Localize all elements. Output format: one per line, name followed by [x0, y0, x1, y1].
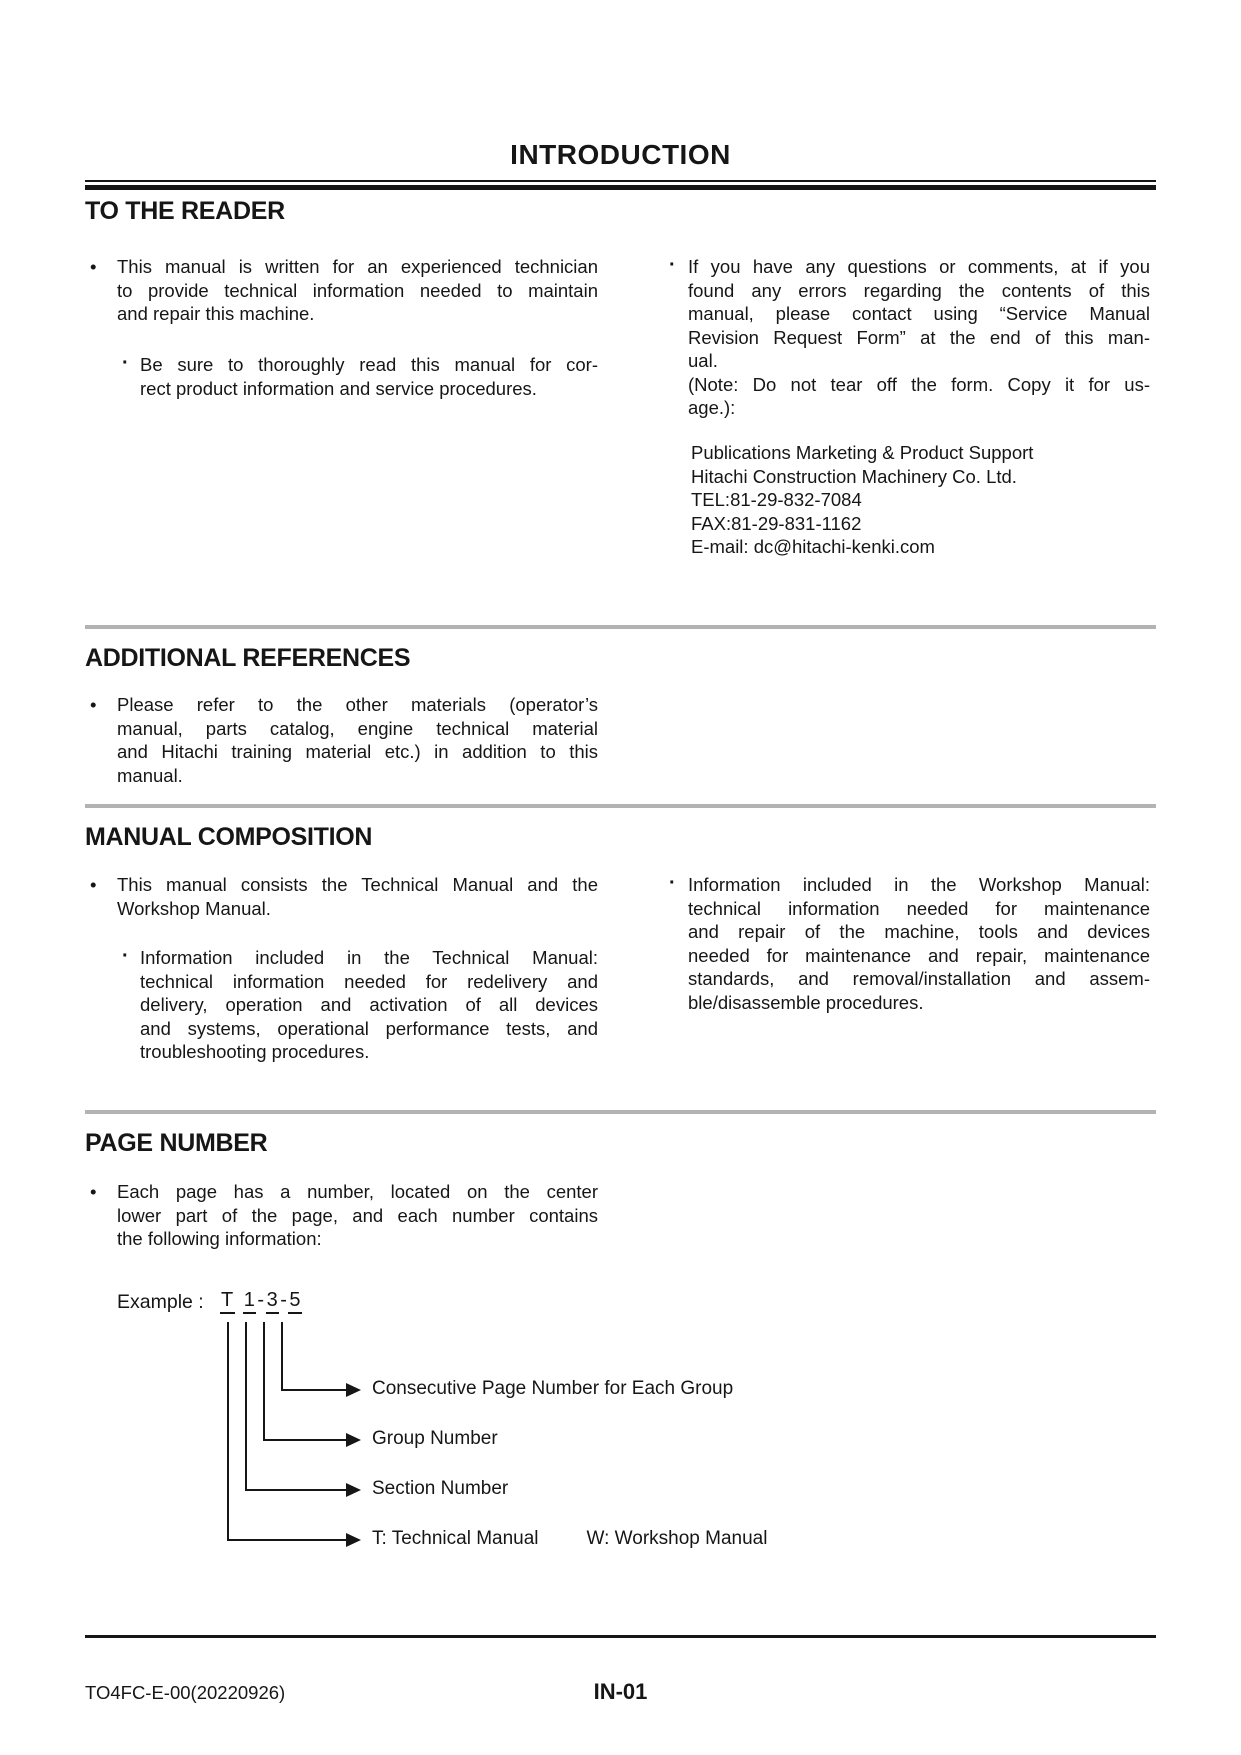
text-line: This manual consists the Technical Manual and the: [117, 874, 598, 895]
text-line: manual, please contact using “Service Manual: [688, 303, 1150, 324]
diagram-label-consecutive-page: Consecutive Page Number for Each Group: [372, 1378, 734, 1399]
to-the-reader-left-paragraph: [117, 255, 598, 326]
leader-line-page: [281, 1322, 283, 1391]
to-the-reader-left-sub-paragraph: [140, 353, 598, 400]
example-separator: -: [280, 1289, 288, 1311]
section-separator: [85, 625, 1156, 629]
example-section-number: 1: [243, 1289, 257, 1314]
page-number-paragraph: [117, 1180, 598, 1251]
text-line: found any errors regarding the contents of this: [688, 279, 1150, 301]
arrow-shaft-manual-letter: [227, 1539, 346, 1541]
diagram-label-manual-types: [372, 1528, 767, 1550]
text-line: age.):: [688, 397, 736, 418]
diagram-label-workshop-manual: W: Workshop Manual: [586, 1528, 768, 1549]
arrow-icon: [346, 1483, 361, 1497]
leader-line-group: [263, 1322, 265, 1441]
text-line: technical information needed for maintenance: [688, 897, 1150, 919]
bullet-secondary: ·: [669, 254, 676, 276]
example-separator: -: [257, 1289, 265, 1311]
text-line: manual.: [117, 764, 183, 786]
bullet-primary: •: [90, 1181, 97, 1202]
manual-composition-left-paragraph: [117, 873, 598, 920]
section-heading-page-number: PAGE NUMBER: [85, 1129, 268, 1157]
diagram-label-technical-manual: T: Technical Manual: [372, 1528, 539, 1549]
section-heading-to-the-reader: TO THE READER: [85, 197, 285, 225]
text-line: Revision Request Form” at the end of this man-: [688, 326, 1150, 348]
text-line: Workshop Manual.: [117, 897, 271, 919]
bullet-secondary: ·: [669, 872, 676, 894]
arrow-icon: [346, 1433, 361, 1447]
text-line: Publications Marketing & Product Support: [691, 442, 1034, 463]
bullet-secondary: ·: [122, 945, 129, 967]
footer-document-code: TO4FC-E-00(20220926): [85, 1682, 286, 1703]
text-line: standards, and removal/installation and assem-: [688, 968, 1150, 989]
text-line: Please refer to the other materials (operator’s: [117, 694, 598, 715]
bullet-primary: •: [90, 256, 97, 277]
manual-composition-left-sub-paragraph: [140, 946, 598, 1064]
text-line: rect product information and service procedures.: [140, 377, 537, 399]
text-line: technical information needed for redelivery and: [140, 970, 598, 992]
page-title: INTRODUCTION: [510, 139, 731, 170]
text-line: to provide technical information needed to maintain: [117, 279, 598, 301]
arrow-shaft-group: [263, 1439, 346, 1441]
example-page-number: 5: [288, 1289, 302, 1314]
contact-address-block: [691, 441, 1151, 559]
text-line: Hitachi Construction Machinery Co. Ltd.: [691, 465, 1017, 487]
example-group-number: 3: [266, 1289, 280, 1314]
example-manual-letter: T: [220, 1289, 235, 1314]
footer-page-id: IN-01: [593, 1679, 648, 1704]
diagram-label-section-number: Section Number: [372, 1478, 509, 1499]
text-line: and systems, operational performance tests, and: [140, 1017, 598, 1039]
text-line: needed for maintenance and repair, maintenance: [688, 944, 1150, 966]
text-line: This manual is written for an experienced technician: [117, 256, 598, 277]
text-line: Information included in the Workshop Manual:: [688, 874, 1150, 895]
footer-rule: [85, 1635, 1156, 1638]
text-line: Be sure to thoroughly read this manual for cor-: [140, 354, 598, 375]
example-label: Example :: [117, 1291, 204, 1313]
text-line: the following information:: [117, 1228, 322, 1249]
arrow-icon: [346, 1533, 361, 1547]
text-line: delivery, operation and activation of all devices: [140, 994, 598, 1015]
header-rule-thin: [85, 180, 1156, 182]
section-separator: [85, 804, 1156, 808]
section-heading-additional-references: ADDITIONAL REFERENCES: [85, 644, 411, 672]
text-line: and repair this machine.: [117, 303, 315, 324]
text-line: and Hitachi training material etc.) in addition to this: [117, 741, 598, 762]
text-line: E-mail: dc@hitachi-kenki.com: [691, 536, 935, 557]
to-the-reader-right-paragraph: [688, 255, 1150, 420]
arrow-shaft-section: [245, 1489, 346, 1491]
arrow-shaft-page: [281, 1389, 346, 1391]
text-line: and repair of the machine, tools and devices: [688, 921, 1150, 942]
leader-line-section: [245, 1322, 247, 1491]
text-line: If you have any questions or comments, at if you: [688, 256, 1150, 277]
section-separator: [85, 1110, 1156, 1114]
diagram-label-group-number: Group Number: [372, 1428, 498, 1449]
manual-composition-right-paragraph: [688, 873, 1150, 1014]
bullet-primary: •: [90, 874, 97, 895]
additional-references-paragraph: [117, 693, 598, 787]
text-line: TEL:81-29-832-7084: [691, 489, 862, 510]
text-line: manual, parts catalog, engine technical material: [117, 717, 598, 739]
text-line: (Note: Do not tear off the form. Copy it for us-: [688, 373, 1150, 395]
bullet-secondary: ·: [122, 352, 129, 374]
text-line: Each page has a number, located on the center: [117, 1181, 598, 1202]
text-line: troubleshooting procedures.: [140, 1041, 370, 1062]
leader-line-manual-letter: [227, 1322, 229, 1541]
header-rule-thick: [85, 185, 1156, 190]
text-line: FAX:81-29-831-1162: [691, 512, 862, 534]
text-line: ble/disassemble procedures.: [688, 991, 924, 1013]
bullet-primary: •: [90, 694, 97, 715]
text-line: Information included in the Technical Manual:: [140, 947, 598, 968]
section-heading-manual-composition: MANUAL COMPOSITION: [85, 823, 373, 851]
text-line: ual.: [688, 350, 718, 371]
text-line: lower part of the page, and each number contains: [117, 1204, 598, 1226]
page-number-example-code: [220, 1289, 302, 1312]
arrow-icon: [346, 1383, 361, 1397]
